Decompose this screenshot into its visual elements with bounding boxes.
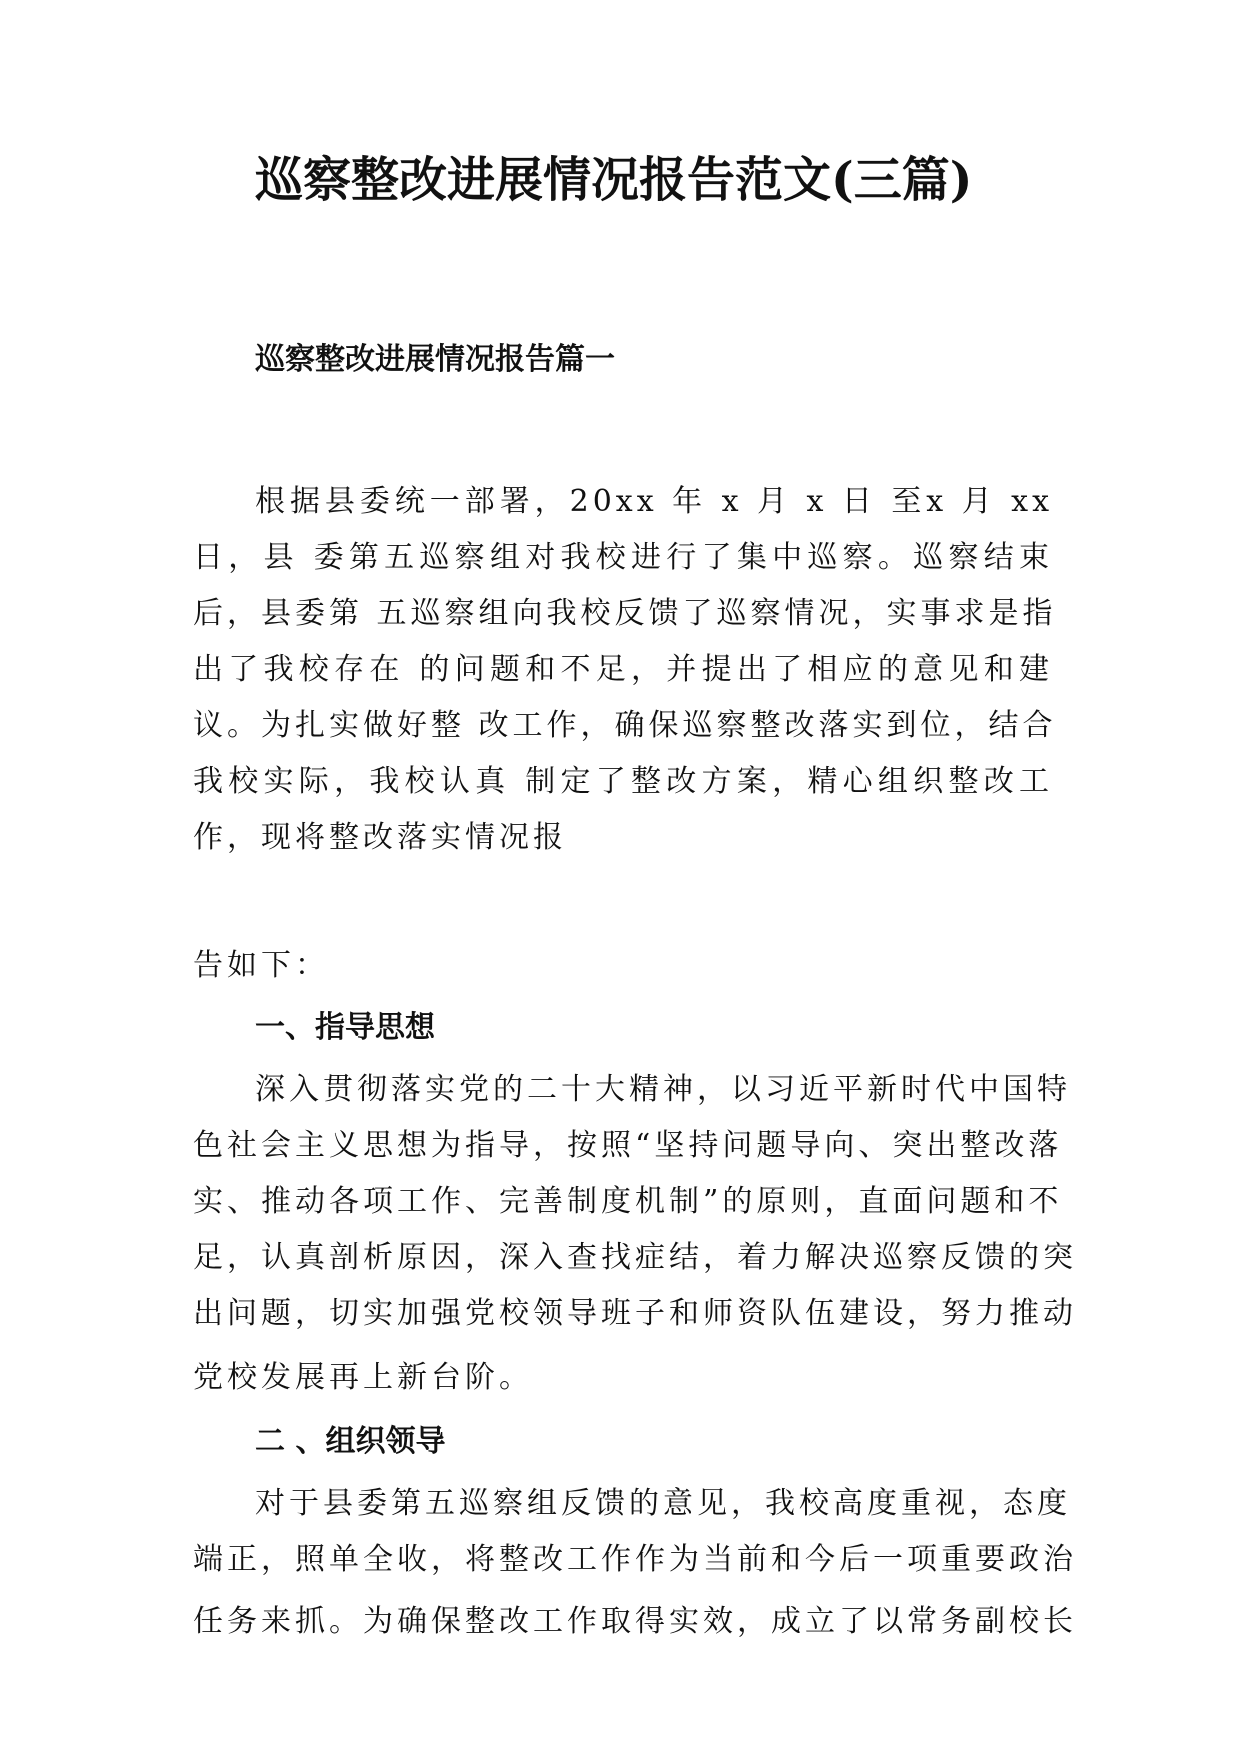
paragraph-line: 任务来抓。为确保整改工作取得实效，成立了以常务副校长 bbox=[193, 1604, 1077, 1639]
heading-organizational-leadership: 二 、组织领导 bbox=[255, 1424, 446, 1459]
paragraph-line: 色社会主义思想为指导，按照“坚持问题导向、突出整改落 bbox=[193, 1128, 1063, 1163]
intro-line: 日，县 委第五巡察组对我校进行了集中巡察。巡察结束 bbox=[193, 540, 1053, 575]
intro-line: 我校实际，我校认真 制定了整改方案，精心组织整改工 bbox=[193, 764, 1053, 799]
heading-guiding-ideology: 一、指导思想 bbox=[255, 1010, 435, 1045]
document-title: 巡察整改进展情况报告范文(三篇) bbox=[255, 152, 973, 208]
paragraph-line: 党校发展再上新台阶。 bbox=[193, 1360, 533, 1395]
intro-line: 后，县委第 五巡察组向我校反馈了巡察情况，实事求是指 bbox=[193, 596, 1057, 631]
paragraph-line: 端正，照单全收，将整改工作作为当前和今后一项重要政治 bbox=[193, 1542, 1077, 1577]
paragraph-organizational-leadership bbox=[193, 1476, 1077, 1588]
paragraph-guiding-ideology bbox=[193, 1062, 1077, 1342]
paragraph-line: 实、推动各项工作、完善制度机制”的原则，直面问题和不 bbox=[193, 1184, 1063, 1219]
intro-line: 出了我校存在 的问题和不足，并提出了相应的意见和建 bbox=[193, 652, 1053, 687]
intro-line: 根据县委统一部署，20xx 年 x 月 x 日 至x 月 xx bbox=[255, 484, 1053, 519]
paragraph-organizational-leadership-tail bbox=[193, 1594, 1077, 1650]
intro-line: 议。为扎实做好整 改工作，确保巡察整改落实到位，结合 bbox=[193, 708, 1057, 743]
paragraph-guiding-ideology-tail bbox=[193, 1350, 1053, 1406]
intro-tail bbox=[193, 938, 1053, 994]
paragraph-line: 对于县委第五巡察组反馈的意见，我校高度重视，态度 bbox=[255, 1486, 1071, 1521]
section-heading: 巡察整改进展情况报告篇一 bbox=[255, 342, 615, 377]
paragraph-line: 深入贯彻落实党的二十大精神，以习近平新时代中国特 bbox=[255, 1072, 1071, 1107]
intro-line: 作，现将整改落实情况报 bbox=[193, 820, 567, 855]
paragraph-line: 出问题，切实加强党校领导班子和师资队伍建设，努力推动 bbox=[193, 1296, 1077, 1331]
intro-paragraph bbox=[193, 474, 1057, 866]
paragraph-line: 足，认真剖析原因，深入查找症结，着力解决巡察反馈的突 bbox=[193, 1240, 1077, 1275]
intro-tail-line: 告如下： bbox=[193, 948, 329, 983]
